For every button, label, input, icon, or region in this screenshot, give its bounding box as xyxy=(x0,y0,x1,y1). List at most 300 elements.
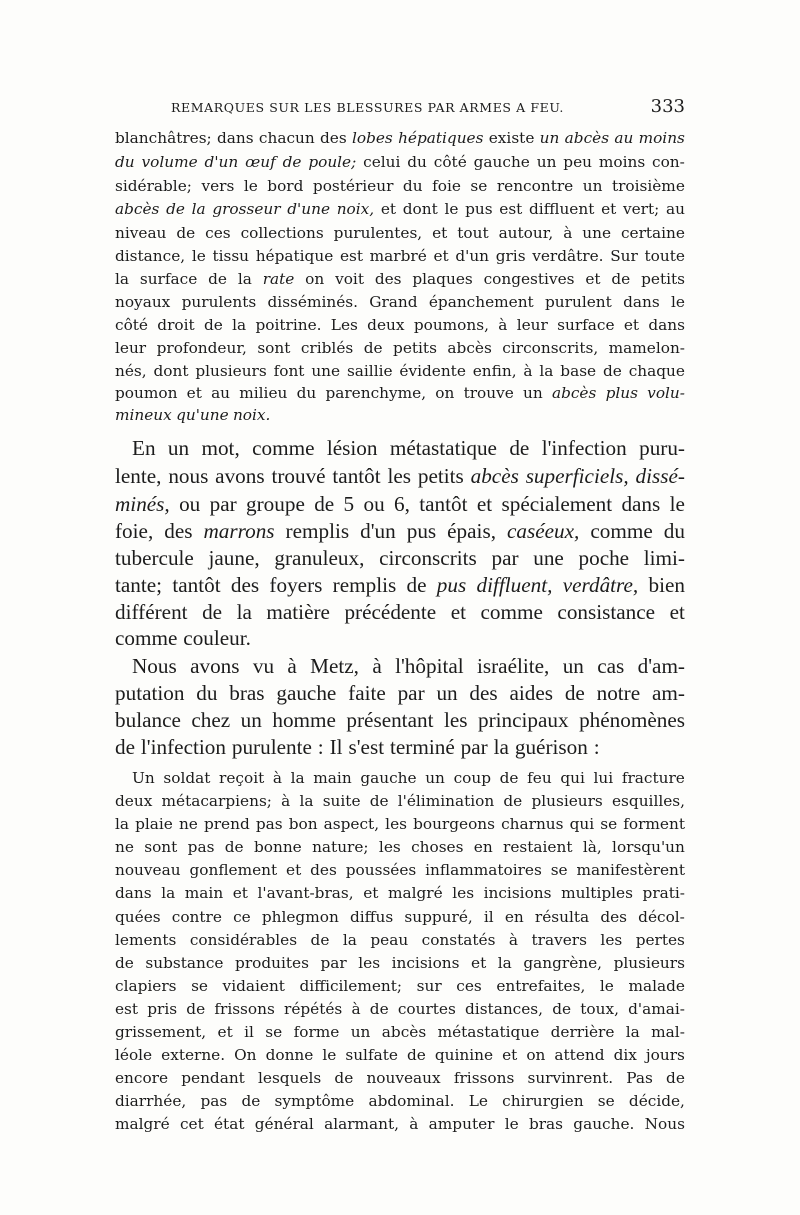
word: vu xyxy=(252,654,275,678)
word: dans xyxy=(217,129,254,147)
word: lui xyxy=(593,769,614,787)
text-line xyxy=(115,403,685,427)
word: peau xyxy=(370,931,409,949)
word: Metz, xyxy=(310,654,359,678)
word: celui xyxy=(363,153,401,171)
word: les xyxy=(387,464,412,488)
word: un xyxy=(523,384,543,402)
word: foie xyxy=(432,177,461,195)
word: toux, xyxy=(580,1000,619,1018)
text-line xyxy=(115,997,685,1021)
word: du xyxy=(663,519,685,543)
word: la xyxy=(191,200,206,218)
word: Grand xyxy=(369,293,418,311)
word: lobes xyxy=(351,129,393,147)
word: malgré xyxy=(115,1115,170,1133)
word: pas xyxy=(255,815,283,833)
word: tout xyxy=(457,224,489,242)
word: de xyxy=(499,769,519,787)
word: est xyxy=(499,200,523,218)
word: externe. xyxy=(161,1046,226,1064)
word: vert; xyxy=(622,200,660,218)
text-line xyxy=(115,881,685,905)
word: leur xyxy=(516,316,548,334)
word: de xyxy=(552,1000,572,1018)
word: le xyxy=(322,1046,337,1064)
word: des xyxy=(310,861,337,879)
word: substance xyxy=(145,954,224,972)
word: Nous xyxy=(132,654,177,678)
word: bon xyxy=(288,815,318,833)
word: de xyxy=(406,573,427,597)
word: incisions xyxy=(391,954,460,972)
word: métastatique xyxy=(389,436,497,460)
word: jaune, xyxy=(208,546,260,570)
text-line xyxy=(115,598,685,626)
word: lente, xyxy=(115,464,162,488)
word: l'avant-bras, xyxy=(257,884,354,902)
text-line xyxy=(132,766,685,790)
word: la xyxy=(497,954,512,972)
word: quinine xyxy=(434,1046,494,1064)
word: à xyxy=(272,769,282,787)
page-number: 333 xyxy=(650,96,685,117)
text-line xyxy=(115,974,685,998)
word: d'un xyxy=(360,519,396,543)
word: donne xyxy=(265,1046,314,1064)
word: font xyxy=(273,362,305,380)
word: diffluent xyxy=(529,200,595,218)
word: sur xyxy=(416,977,442,995)
word: dans xyxy=(621,492,661,516)
word: les xyxy=(385,815,407,833)
word: à xyxy=(372,654,382,678)
word: chez xyxy=(191,708,231,732)
word: pendant xyxy=(181,1069,245,1087)
word: de xyxy=(602,362,622,380)
word: charnus xyxy=(501,815,564,833)
word: plusieurs xyxy=(195,362,267,380)
word: à xyxy=(287,654,297,678)
word: les xyxy=(443,708,468,732)
word: de xyxy=(564,681,585,705)
word: forment xyxy=(623,815,685,833)
word: restaient xyxy=(503,838,573,856)
word: de xyxy=(509,436,530,460)
word: constatés xyxy=(421,931,496,949)
word: se xyxy=(597,1092,615,1110)
word: abcès xyxy=(564,129,610,147)
word: faite xyxy=(348,681,386,705)
word: mineux xyxy=(115,406,172,424)
word: lésion xyxy=(326,436,378,460)
word: de xyxy=(224,838,244,856)
text-line xyxy=(132,434,685,462)
word: par xyxy=(397,681,425,705)
word: comme xyxy=(590,519,653,543)
word: différent xyxy=(115,600,188,624)
word: Un xyxy=(132,769,155,787)
word: l'hôpital xyxy=(395,654,464,678)
text-line xyxy=(115,1043,685,1067)
word: par xyxy=(491,546,519,570)
word: il xyxy=(483,908,494,926)
word: Le xyxy=(468,1092,488,1110)
word: principaux xyxy=(477,708,569,732)
word: pas xyxy=(200,1092,228,1110)
word: le xyxy=(191,247,206,265)
word: moins xyxy=(598,153,646,171)
word: purulente xyxy=(231,735,312,759)
word: hépatique xyxy=(255,247,334,265)
text-line xyxy=(115,733,685,761)
word: en xyxy=(504,908,524,926)
word: diarrhée, xyxy=(115,1092,187,1110)
word: du xyxy=(407,153,427,171)
word: de xyxy=(202,600,223,624)
text-line xyxy=(115,1020,685,1044)
word: épanchement xyxy=(428,293,534,311)
word: ces xyxy=(205,224,231,242)
word: courtes xyxy=(397,1000,456,1018)
word: marbré xyxy=(369,247,427,265)
word: phlegmon xyxy=(261,908,339,926)
word: par xyxy=(460,735,488,759)
word: abcès xyxy=(447,339,492,357)
word: deux xyxy=(115,792,153,810)
word: nous xyxy=(168,464,209,488)
word: sont xyxy=(257,339,291,357)
word: bord xyxy=(267,177,304,195)
word: le xyxy=(669,492,685,516)
word: mal- xyxy=(651,1023,685,1041)
word: rencontre xyxy=(496,177,574,195)
word: ne xyxy=(178,815,198,833)
word: qui xyxy=(569,815,595,833)
word: des xyxy=(320,129,347,147)
word: coup xyxy=(453,769,491,787)
word: plusieurs xyxy=(531,792,603,810)
word: Il xyxy=(329,735,343,759)
word: au xyxy=(665,200,685,218)
word: à xyxy=(523,362,533,380)
word: au xyxy=(211,384,231,402)
word: amputer xyxy=(428,1115,495,1133)
word: un xyxy=(436,681,458,705)
word: métastatique xyxy=(437,1023,540,1041)
word: mamelon- xyxy=(608,339,685,357)
word: clapiers xyxy=(115,977,177,995)
word: en xyxy=(473,838,493,856)
word: lesquels xyxy=(258,1069,322,1087)
word: verdâtre. xyxy=(532,247,604,265)
word: enfin, xyxy=(472,362,517,380)
word: vers xyxy=(201,177,235,195)
text-line xyxy=(115,706,685,734)
word: certaine xyxy=(620,224,685,242)
word: gangrène, xyxy=(523,954,603,972)
word: général xyxy=(254,1115,314,1133)
word: l'infection xyxy=(140,735,226,759)
word: nature; xyxy=(312,838,369,856)
word: congestives xyxy=(483,270,575,288)
text-line xyxy=(115,544,685,572)
word: ou xyxy=(179,492,201,516)
word: couleur. xyxy=(183,626,251,650)
word: milieu xyxy=(239,384,288,402)
word: bien xyxy=(648,573,685,597)
text-line xyxy=(115,381,685,405)
word: derrière xyxy=(550,1023,615,1041)
word: de xyxy=(666,1069,685,1087)
word: tissu xyxy=(212,247,250,265)
word: au xyxy=(614,129,634,147)
text-line xyxy=(115,126,685,150)
word: notre xyxy=(596,681,641,705)
word: se xyxy=(550,861,568,879)
word: incisions xyxy=(483,884,552,902)
word: gauche xyxy=(360,769,417,787)
word: et xyxy=(186,384,202,402)
text-line xyxy=(115,359,685,383)
word: profondeur, xyxy=(156,339,247,357)
text-line xyxy=(115,951,685,975)
word: distances, xyxy=(465,1000,544,1018)
text-line xyxy=(115,290,685,314)
word: la xyxy=(290,769,305,787)
word: contre xyxy=(171,908,222,926)
word: ou xyxy=(363,492,385,516)
word: un xyxy=(536,153,557,171)
word: putation xyxy=(115,681,185,705)
word: de xyxy=(503,792,523,810)
word: les xyxy=(378,838,401,856)
word: bras xyxy=(528,1115,564,1133)
word: l'infection xyxy=(541,436,627,460)
word: distance, xyxy=(115,247,186,265)
word: poumon xyxy=(115,384,178,402)
word: la xyxy=(539,362,554,380)
word: inflammatoires xyxy=(425,861,542,879)
word: de xyxy=(310,931,330,949)
word: de xyxy=(334,1069,354,1087)
word: poussées xyxy=(345,861,417,879)
word: choses xyxy=(411,838,464,856)
word: diffus xyxy=(349,908,394,926)
word: l'élimination xyxy=(397,792,495,810)
word: plaques xyxy=(412,270,473,288)
word: la xyxy=(232,316,247,334)
word: sont xyxy=(144,838,178,856)
word: la xyxy=(625,1023,640,1041)
word: tantôt xyxy=(172,573,221,597)
word: toute xyxy=(644,247,685,265)
word: et xyxy=(380,200,397,218)
word: de xyxy=(363,339,383,357)
word: gauche xyxy=(276,681,337,705)
text-line xyxy=(115,221,685,245)
word: le xyxy=(599,977,614,995)
word: et xyxy=(601,200,617,218)
word: matière xyxy=(266,600,330,624)
word: une xyxy=(582,224,612,242)
word: dont xyxy=(153,362,189,380)
word: On xyxy=(234,1046,257,1064)
word: volume xyxy=(141,153,198,171)
word: comme xyxy=(252,436,315,460)
word: gauche. xyxy=(573,1115,635,1133)
word: de xyxy=(176,224,196,242)
word: moins xyxy=(638,129,685,147)
word: la xyxy=(299,792,314,810)
word: Pas xyxy=(626,1069,653,1087)
word: nouveau xyxy=(115,861,181,879)
text-line xyxy=(115,624,685,652)
word: est xyxy=(115,1000,139,1018)
word: multiples xyxy=(561,884,633,902)
word: un xyxy=(539,129,560,147)
text-line xyxy=(115,1089,685,1113)
word: marrons xyxy=(203,519,275,543)
word: et xyxy=(623,316,640,334)
word: décide, xyxy=(628,1092,685,1110)
word: de xyxy=(369,1000,389,1018)
word: un xyxy=(425,769,445,787)
word: à xyxy=(508,931,519,949)
word: soldat xyxy=(163,769,211,787)
word: main xyxy=(313,769,352,787)
text-line xyxy=(115,244,685,268)
word: surface xyxy=(557,316,615,334)
word: homme xyxy=(272,708,336,732)
word: comme xyxy=(115,626,178,650)
word: les xyxy=(358,954,381,972)
word: dont xyxy=(402,200,438,218)
word: du xyxy=(196,681,218,705)
word: prati- xyxy=(642,884,685,902)
word: de xyxy=(208,270,227,288)
word: se xyxy=(600,815,618,833)
word: dissé- xyxy=(635,464,685,488)
text-line xyxy=(115,490,685,518)
word: Les xyxy=(330,316,358,334)
word: tantôt xyxy=(419,492,468,516)
word: bonne xyxy=(253,838,302,856)
word: et xyxy=(217,1023,233,1041)
word: purulentes, xyxy=(333,224,423,242)
word: plusieurs xyxy=(613,954,685,972)
word: saillie xyxy=(346,362,393,380)
word: base xyxy=(560,362,597,380)
word: un xyxy=(562,654,584,678)
word: d'une xyxy=(287,200,331,218)
word: poche xyxy=(578,546,630,570)
word: collections xyxy=(240,224,324,242)
word: trouve xyxy=(463,384,514,402)
word: des xyxy=(230,573,260,597)
word: de xyxy=(369,792,389,810)
word: s'est xyxy=(348,735,385,759)
word: gauche xyxy=(473,153,530,171)
word: un xyxy=(240,708,262,732)
word: suite xyxy=(322,792,361,810)
word: une xyxy=(533,546,564,570)
word: bulance xyxy=(115,708,181,732)
word: am- xyxy=(651,681,685,705)
word: et xyxy=(585,270,601,288)
word: là, xyxy=(582,838,602,856)
word: la xyxy=(161,884,176,902)
word: ce xyxy=(233,908,251,926)
word: le xyxy=(504,1115,519,1133)
text-line xyxy=(115,267,685,291)
word: le xyxy=(444,200,459,218)
text-line xyxy=(115,197,685,221)
word: des xyxy=(469,681,498,705)
text-line xyxy=(115,835,685,859)
word: entrefaites, xyxy=(496,977,586,995)
word: prend xyxy=(203,815,250,833)
word: lements xyxy=(115,931,177,949)
word: la xyxy=(236,600,252,624)
word: trouvé xyxy=(271,464,326,488)
word: produites xyxy=(235,954,309,972)
word: côté xyxy=(115,316,148,334)
word: de xyxy=(241,1092,261,1110)
word: 5 xyxy=(343,492,355,516)
word: granuleux, xyxy=(274,546,365,570)
word: le xyxy=(243,177,258,195)
word: 6, xyxy=(394,492,410,516)
word: surface xyxy=(139,270,198,288)
word: sulfate xyxy=(345,1046,398,1064)
word: droit xyxy=(157,316,195,334)
word: de xyxy=(166,200,185,218)
word: remplis xyxy=(332,573,397,597)
word: noix, xyxy=(336,200,375,218)
word: survinrent. xyxy=(527,1069,614,1087)
word: noix. xyxy=(232,406,271,424)
word: et xyxy=(286,861,302,879)
word: pris xyxy=(147,1000,178,1018)
word: à xyxy=(351,1000,361,1018)
word: poule; xyxy=(308,153,357,171)
word: criblés xyxy=(300,339,354,357)
word: et xyxy=(450,600,467,624)
word: à xyxy=(498,316,508,334)
word: côté xyxy=(433,153,467,171)
word: : xyxy=(593,735,600,759)
word: la xyxy=(342,931,357,949)
word: pus xyxy=(436,573,467,597)
word: métacarpiens; xyxy=(161,792,272,810)
word: encore xyxy=(115,1069,169,1087)
word: léole xyxy=(115,1046,153,1064)
word: avons xyxy=(190,654,240,678)
word: grissement, xyxy=(115,1023,207,1041)
word: esquilles, xyxy=(612,792,685,810)
word: blanchâtres; xyxy=(115,129,212,147)
text-line xyxy=(115,679,685,707)
word: et xyxy=(502,1046,518,1064)
word: les xyxy=(600,931,623,949)
word: petits xyxy=(393,339,437,357)
word: voit xyxy=(335,270,364,288)
word: grosseur xyxy=(212,200,281,218)
word: on xyxy=(526,1046,546,1064)
word: dans xyxy=(115,884,152,902)
word: du xyxy=(115,153,135,171)
